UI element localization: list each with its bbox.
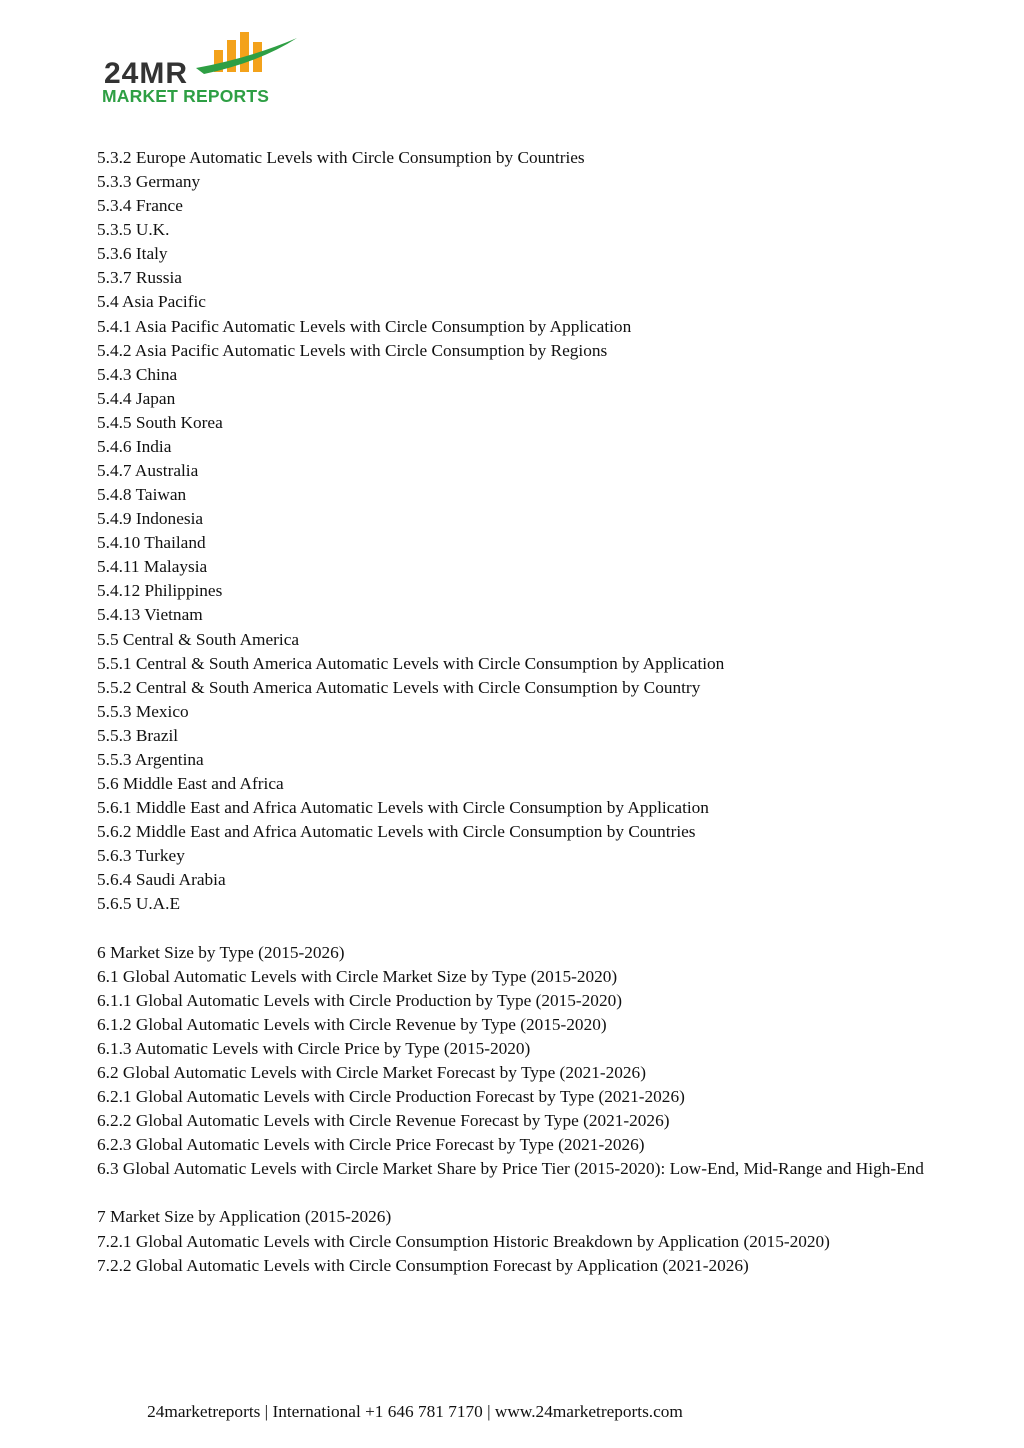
- toc-line: 5.4.5 South Korea: [97, 412, 223, 432]
- toc-line: 5.5.3 Brazil: [97, 725, 179, 745]
- logo-text-secondary: MARKET REPORTS: [102, 86, 270, 106]
- toc-line: 5.4.2 Asia Pacific Automatic Levels with Circle Consumption by Regions: [97, 340, 608, 360]
- toc-line: 5.3.6 Italy: [97, 244, 168, 264]
- toc-line: 5.4.9 Indonesia: [97, 509, 204, 529]
- toc-line: 5.4.12 Philippines: [97, 581, 223, 601]
- company-logo: [100, 28, 305, 108]
- toc-line: 5.3.2 Europe Automatic Levels with Circle Consumption by Countries: [97, 148, 585, 167]
- toc-line: 5.6.3 Turkey: [97, 846, 185, 866]
- toc-line: 5.4 Asia Pacific: [97, 292, 206, 312]
- toc-line: 5.6.5 U.A.E: [97, 894, 181, 914]
- toc-line: 5.3.7 Russia: [97, 268, 182, 288]
- toc-line: 5.3.3 Germany: [97, 172, 201, 192]
- toc-line: 6.2 Global Automatic Levels with Circle Market Forecast by Type (2021-2026): [97, 1062, 646, 1082]
- toc-line: 5.4.4 Japan: [97, 388, 176, 408]
- toc-line: 5.5 Central & South America: [97, 629, 300, 649]
- toc-line: 5.6 Middle East and Africa: [97, 774, 284, 794]
- toc-line: 5.5.1 Central & South America Automatic Levels with Circle Consumption by Application: [97, 653, 725, 673]
- toc-line: 7.2.1 Global Automatic Levels with Circle Consumption Historic Breakdown by Application (2015-2020): [97, 1231, 830, 1251]
- page-footer: 24marketreports | International +1 646 781 7170 | www.24marketreports.com: [147, 1402, 683, 1421]
- toc-line: 6.1.3 Automatic Levels with Circle Price by Type (2015-2020): [97, 1038, 531, 1058]
- toc-line: 6.1.1 Global Automatic Levels with Circle Production by Type (2015-2020): [97, 990, 622, 1010]
- toc-heading: 6 Market Size by Type (2015-2026): [97, 942, 345, 962]
- toc-line: 5.4.7 Australia: [97, 461, 199, 481]
- toc-line: 5.5.3 Argentina: [97, 749, 204, 769]
- toc-line: 5.4.10 Thailand: [97, 533, 206, 553]
- toc-line: 6.2.1 Global Automatic Levels with Circle Production Forecast by Type (2021-2026): [97, 1087, 685, 1107]
- toc-line: 6.3 Global Automatic Levels with Circle Market Share by Price Tier (2015-2020): Low-End, Mid-Range and High-End: [97, 1159, 924, 1179]
- toc-line: 6.2.3 Global Automatic Levels with Circle Price Forecast by Type (2021-2026): [97, 1135, 645, 1155]
- toc-line: 5.5.3 Mexico: [97, 701, 189, 721]
- toc-line: 5.4.8 Taiwan: [97, 485, 187, 505]
- section-gap: [97, 1181, 947, 1205]
- toc-line: 5.4.6 India: [97, 436, 172, 456]
- table-of-contents: [97, 146, 947, 1278]
- toc-line: 5.4.1 Asia Pacific Automatic Levels with Circle Consumption by Application: [97, 316, 632, 336]
- toc-line: 5.4.11 Malaysia: [97, 557, 208, 577]
- section-gap: [97, 917, 947, 941]
- toc-line: 5.3.4 France: [97, 196, 183, 216]
- toc-line: 7.2.2 Global Automatic Levels with Circle Consumption Forecast by Application (2021-2026): [97, 1255, 749, 1275]
- toc-line: 5.5.2 Central & South America Automatic Levels with Circle Consumption by Country: [97, 677, 701, 697]
- toc-heading: 7 Market Size by Application (2015-2026): [97, 1207, 392, 1227]
- toc-line: 6.1.2 Global Automatic Levels with Circle Revenue by Type (2015-2020): [97, 1014, 607, 1034]
- toc-line: 5.6.1 Middle East and Africa Automatic Levels with Circle Consumption by Application: [97, 798, 709, 818]
- toc-line: 5.4.3 China: [97, 364, 178, 384]
- toc-line: 5.3.5 U.K.: [97, 220, 170, 240]
- toc-line: 6.1 Global Automatic Levels with Circle Market Size by Type (2015-2020): [97, 966, 618, 986]
- toc-line: 5.6.2 Middle East and Africa Automatic Levels with Circle Consumption by Countries: [97, 822, 696, 842]
- toc-line: 5.6.4 Saudi Arabia: [97, 870, 226, 890]
- logo-text-primary: 24MR: [104, 57, 189, 90]
- toc-line: 5.4.13 Vietnam: [97, 605, 203, 625]
- toc-line: 6.2.2 Global Automatic Levels with Circle Revenue Forecast by Type (2021-2026): [97, 1111, 670, 1131]
